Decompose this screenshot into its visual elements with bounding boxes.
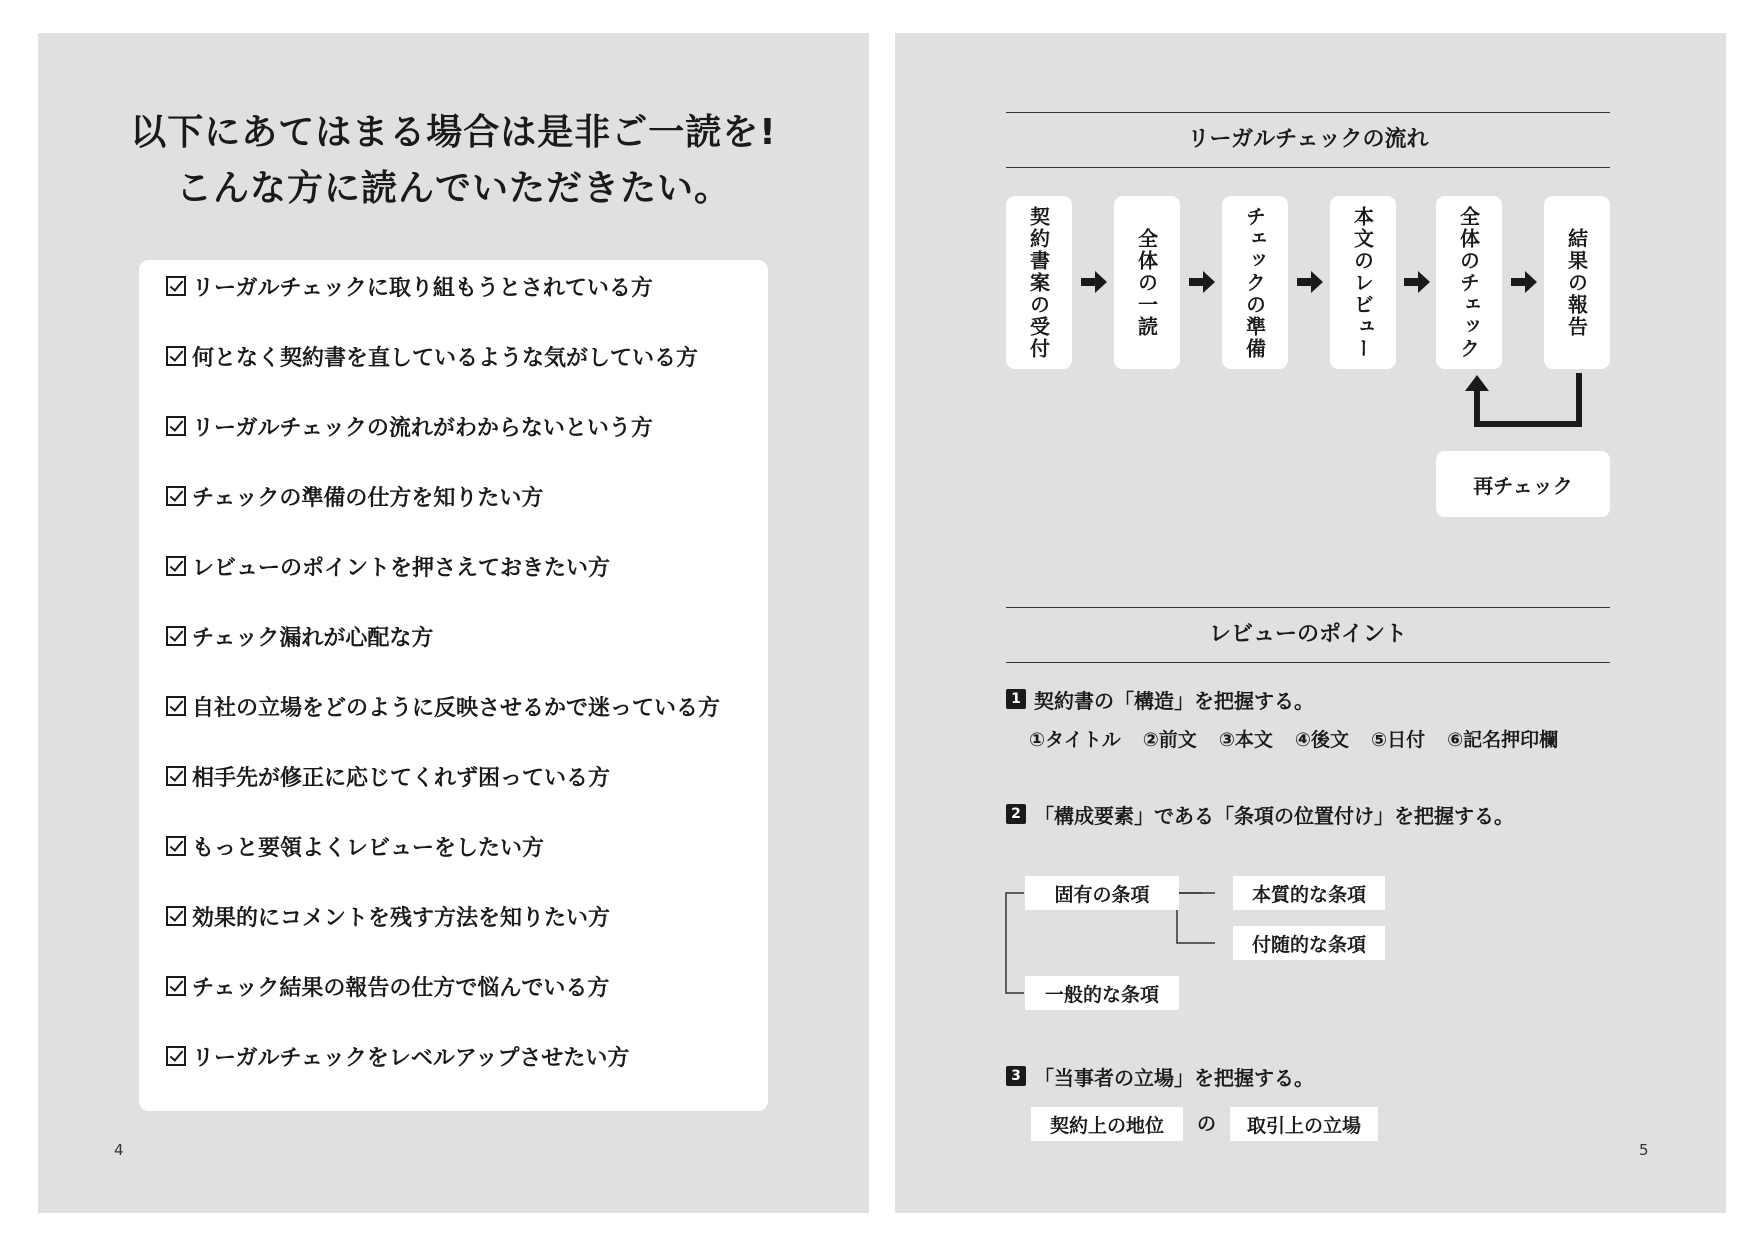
connector-word: の — [1197, 1113, 1217, 1135]
flow-step-read-through: 全体の一読 — [1114, 196, 1180, 369]
point-number-badge: 3 — [1006, 1066, 1026, 1086]
flow-step-report: 結果の報告 — [1544, 196, 1610, 369]
right-page — [895, 33, 1726, 1213]
left-page — [38, 33, 869, 1213]
checklist-item: 何となく契約書を直しているような気がしている方 — [166, 340, 698, 372]
tag-general-clause: 一般的な条項 — [1025, 976, 1179, 1010]
arrow-right-icon — [1402, 269, 1432, 295]
arrow-right-icon — [1295, 269, 1325, 295]
structure-part: ⑤日付 — [1371, 728, 1426, 751]
recheck-box: 再チェック — [1436, 451, 1610, 517]
checklist-item: レビューのポイントを押さえておきたい方 — [166, 550, 610, 582]
checkbox-checked-icon — [166, 906, 186, 926]
checkbox-checked-icon — [166, 346, 186, 366]
checklist-item: 相手先が修正に応じてくれず困っている方 — [166, 760, 610, 792]
arrow-right-icon — [1079, 269, 1109, 295]
checkbox-checked-icon — [166, 276, 186, 296]
flow-step-receipt: 契約書案の受付 — [1006, 196, 1072, 369]
page-number: 5 — [1639, 1141, 1649, 1159]
checklist-item: 自社の立場をどのように反映させるかで迷っている方 — [166, 690, 720, 722]
review-point-1: 1 契約書の「構造」を把握する。 — [1006, 684, 1314, 714]
checkbox-checked-icon — [166, 486, 186, 506]
structure-parts-row — [1029, 723, 1580, 753]
checklist-item: 効果的にコメントを残す方法を知りたい方 — [166, 900, 610, 932]
checklist-item: チェックの準備の仕方を知りたい方 — [166, 480, 543, 512]
checklist-item: チェック漏れが心配な方 — [166, 620, 433, 652]
checklist-item: リーガルチェックに取り組もうとされている方 — [166, 270, 653, 302]
review-section-title: レビューのポイント — [1006, 607, 1610, 663]
point-number-badge: 2 — [1006, 804, 1026, 824]
checkbox-checked-icon — [166, 416, 186, 436]
flow-step-body-review: 本文のレビュー — [1330, 196, 1396, 369]
structure-part: ①タイトル — [1029, 728, 1121, 751]
arrow-right-icon — [1187, 269, 1217, 295]
headline-line-2: こんな方に読んでいただきたい。 — [175, 168, 731, 209]
flow-step-overall-check: 全体のチェック — [1436, 196, 1502, 369]
tag-contract-position: 契約上の地位 — [1031, 1107, 1183, 1141]
checkbox-checked-icon — [166, 1046, 186, 1066]
checkbox-checked-icon — [166, 556, 186, 576]
arrow-right-icon — [1509, 269, 1539, 295]
structure-part: ③本文 — [1218, 728, 1273, 751]
tag-trade-position: 取引上の立場 — [1230, 1107, 1378, 1141]
tag-specific-clause: 固有の条項 — [1025, 876, 1179, 910]
loop-back-arrow-icon — [1455, 373, 1595, 443]
structure-part: ⑥記名押印欄 — [1447, 728, 1559, 751]
flow-step-preparation: チェックの準備 — [1222, 196, 1288, 369]
checkbox-checked-icon — [166, 836, 186, 856]
flow-section-title: リーガルチェックの流れ — [1006, 112, 1610, 168]
review-point-3: 3 「当事者の立場」を把握する。 — [1006, 1061, 1314, 1091]
checkbox-checked-icon — [166, 626, 186, 646]
checkbox-checked-icon — [166, 766, 186, 786]
headline-line-1: 以下にあてはまる場合は是非ご一読を! — [130, 112, 777, 153]
checklist-item: リーガルチェックの流れがわからないという方 — [166, 410, 653, 442]
checklist-item: リーガルチェックをレベルアップさせたい方 — [166, 1040, 629, 1072]
page-number: 4 — [114, 1141, 124, 1159]
structure-part: ④後文 — [1294, 728, 1349, 751]
tag-incidental-clause: 付随的な条項 — [1233, 926, 1385, 960]
checklist-card — [139, 260, 768, 1111]
checklist-item: チェック結果の報告の仕方で悩んでいる方 — [166, 970, 609, 1002]
structure-part: ②前文 — [1142, 728, 1197, 751]
checklist-item: もっと要領よくレビューをしたい方 — [166, 830, 544, 862]
checkbox-checked-icon — [166, 696, 186, 716]
review-point-2: 2 「構成要素」である「条項の位置付け」を把握する。 — [1006, 799, 1514, 829]
tag-essential-clause: 本質的な条項 — [1233, 876, 1385, 910]
point-number-badge: 1 — [1006, 689, 1026, 709]
checkbox-checked-icon — [166, 976, 186, 996]
